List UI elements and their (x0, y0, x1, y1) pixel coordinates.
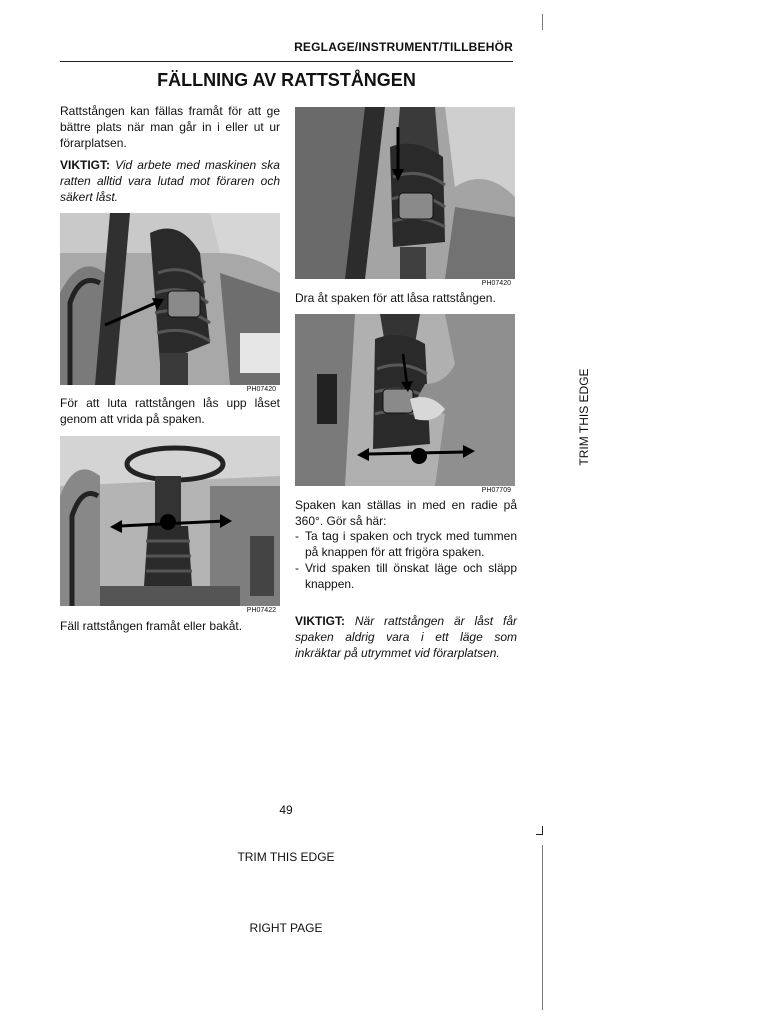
steps-list (295, 528, 517, 592)
trim-edge-bottom: TRIM THIS EDGE (237, 850, 335, 864)
trim-line-bottom (542, 845, 543, 1010)
photo-code: PH07709 (481, 487, 511, 494)
trim-mark-top (542, 14, 543, 30)
header-rule (60, 61, 513, 62)
trim-edge-side-label: TRIM THIS EDGE (577, 368, 591, 466)
photo-code: PH07422 (246, 607, 276, 614)
caption-lock: Dra åt spaken för att låsa rattstången. (295, 291, 496, 305)
warning-text: Vid arbete med maskinen ska ratten alltid vara lutad mot föraren och säkert låst. (60, 158, 280, 204)
warning-paragraph-right (295, 613, 517, 661)
right-page-label: RIGHT PAGE (249, 921, 323, 935)
warning-label: VIKTIGT: (295, 614, 345, 628)
photo-unlock-lever (60, 213, 280, 385)
warning-text: När rattstången är låst får spaken aldrig vara i ett läge som inkräktar på utrymmet vid förarplatsen. (295, 614, 517, 660)
section-header: REGLAGE/INSTRUMENT/TILLBEHÖR (294, 40, 513, 54)
step-text: Vrid spaken till önskat läge och släpp knappen. (305, 561, 517, 591)
crop-corner-mark (536, 826, 543, 835)
page-title: FÄLLNING AV RATTSTÅNGEN (157, 70, 416, 90)
caption-rotate: Spaken kan ställas in med en radie på 360°. Gör så här: (295, 498, 517, 528)
photo-code: PH07420 (246, 386, 276, 393)
intro-paragraph: Rattstången kan fällas framåt för att ge bättre plats när man går in i eller ut ur förarplatsen. (60, 104, 280, 150)
caption-unlock: För att luta rattstången lås upp låset genom att vrida på spaken. (60, 396, 280, 426)
warning-label: VIKTIGT: (60, 158, 110, 172)
photo-rotate-lever (295, 314, 515, 486)
list-item: - Vrid spaken till önskat läge och släpp knappen. (295, 561, 517, 591)
photo-lock-lever (295, 107, 515, 279)
caption-tilt: Fäll rattstången framåt eller bakåt. (60, 619, 243, 633)
list-item: - Ta tag i spaken och tryck med tummen på knappen för att frigöra spaken. (295, 529, 517, 559)
step-text: Ta tag i spaken och tryck med tummen på knappen för att frigöra spaken. (305, 529, 517, 559)
page-number: 49 (279, 803, 293, 817)
photo-code: PH07420 (481, 280, 511, 287)
photo-tilt-column (60, 436, 280, 606)
warning-paragraph-left (60, 157, 280, 205)
